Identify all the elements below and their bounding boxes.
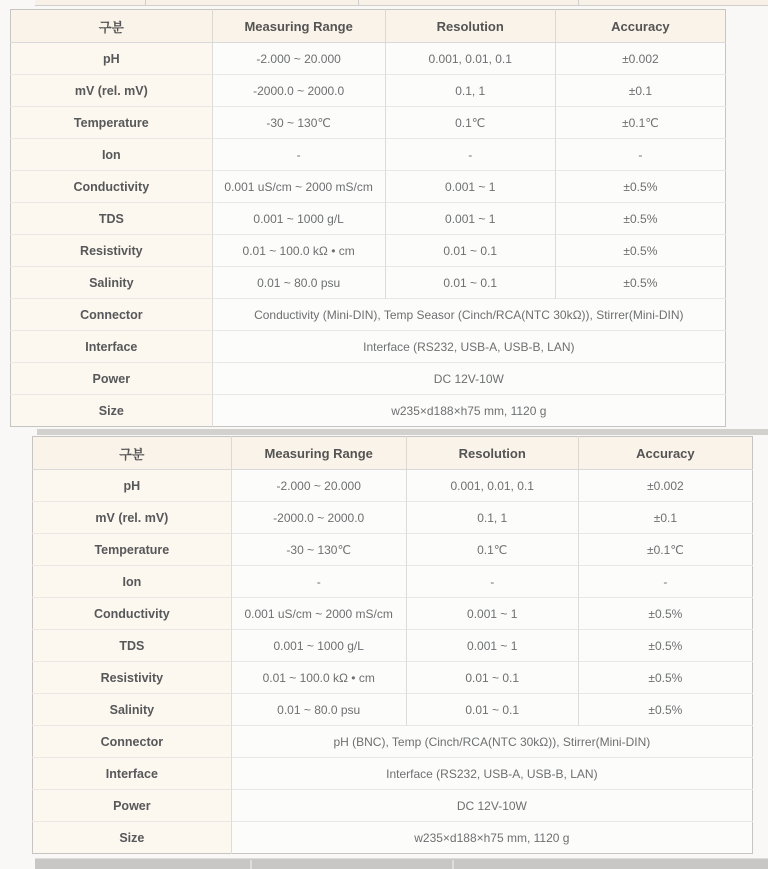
accuracy-cell: ±0.5% (555, 171, 725, 203)
spec-row (33, 534, 753, 566)
merged-value-cell: Interface (RS232, USB-A, USB-B, LAN) (212, 331, 725, 363)
measuring-range-cell: 0.01 ~ 100.0 kΩ • cm (212, 235, 385, 267)
resolution-cell: 0.001, 0.01, 0.1 (406, 470, 578, 502)
spec-row (33, 694, 753, 726)
measuring-range-cell: -2000.0 ~ 2000.0 (212, 75, 385, 107)
accuracy-cell: ±0.5% (578, 598, 752, 630)
spec-table-conductivity-meter (10, 9, 726, 427)
spec-row (11, 139, 726, 171)
spec-row (11, 235, 726, 267)
table-divider (145, 0, 146, 5)
row-label-cell: pH (11, 43, 213, 75)
table-divider (358, 0, 359, 5)
row-label-cell: Temperature (33, 534, 232, 566)
column-header: Measuring Range (231, 437, 406, 470)
measuring-range-cell: 0.001 ~ 1000 g/L (212, 203, 385, 235)
measuring-range-cell: -30 ~ 130℃ (231, 534, 406, 566)
row-label-cell: Ion (11, 139, 213, 171)
spec-row (11, 43, 726, 75)
spec-row (11, 75, 726, 107)
spec-row-merged (11, 363, 726, 395)
accuracy-cell: ±0.002 (578, 470, 752, 502)
spec-row (33, 662, 753, 694)
accuracy-cell: ±0.5% (578, 630, 752, 662)
row-label-cell: Resistivity (33, 662, 232, 694)
row-label-cell: Interface (11, 331, 213, 363)
spec-row (11, 107, 726, 139)
measuring-range-cell: -30 ~ 130℃ (212, 107, 385, 139)
resolution-cell: 0.01 ~ 0.1 (406, 694, 578, 726)
measuring-range-cell: - (212, 139, 385, 171)
row-label-cell: Size (33, 822, 232, 854)
accuracy-cell: ±0.1 (578, 502, 752, 534)
resolution-cell: 0.1℃ (385, 107, 555, 139)
column-header: 구분 (11, 10, 213, 43)
spec-row (33, 566, 753, 598)
spec-row (33, 502, 753, 534)
measuring-range-cell: - (231, 566, 406, 598)
specification-table (32, 436, 753, 854)
row-label-cell: Connector (33, 726, 232, 758)
row-label-cell: TDS (33, 630, 232, 662)
column-header: Resolution (385, 10, 555, 43)
merged-value-cell: pH (BNC), Temp (Cinch/RCA(NTC 30kΩ)), Stirrer(Mini-DIN) (231, 726, 752, 758)
merged-value-cell: DC 12V-10W (231, 790, 752, 822)
row-label-cell: mV (rel. mV) (11, 75, 213, 107)
accuracy-cell: ±0.5% (555, 203, 725, 235)
measuring-range-cell: -2.000 ~ 20.000 (231, 470, 406, 502)
measuring-range-cell: 0.01 ~ 100.0 kΩ • cm (231, 662, 406, 694)
spec-row-merged (11, 395, 726, 427)
row-label-cell: Interface (33, 758, 232, 790)
resolution-cell: 0.001, 0.01, 0.1 (385, 43, 555, 75)
header-row (33, 437, 753, 470)
accuracy-cell: ±0.1℃ (555, 107, 725, 139)
measuring-range-cell: 0.01 ~ 80.0 psu (212, 267, 385, 299)
row-label-cell: Temperature (11, 107, 213, 139)
column-header: Accuracy (578, 437, 752, 470)
spec-row (33, 630, 753, 662)
column-header: 구분 (33, 437, 232, 470)
row-label-cell: TDS (11, 203, 213, 235)
merged-value-cell: Interface (RS232, USB-A, USB-B, LAN) (231, 758, 752, 790)
measuring-range-cell: 0.001 uS/cm ~ 2000 mS/cm (212, 171, 385, 203)
spec-table-ph-meter (32, 436, 753, 854)
resolution-cell: 0.1, 1 (406, 502, 578, 534)
merged-value-cell: Conductivity (Mini-DIN), Temp Seasor (Cinch/RCA(NTC 30kΩ)), Stirrer(Mini-DIN) (212, 299, 725, 331)
resolution-cell: 0.001 ~ 1 (385, 171, 555, 203)
resolution-cell: 0.001 ~ 1 (406, 598, 578, 630)
accuracy-cell: - (555, 139, 725, 171)
row-label-cell: Power (11, 363, 213, 395)
accuracy-cell: ±0.1℃ (578, 534, 752, 566)
resolution-cell: 0.01 ~ 0.1 (406, 662, 578, 694)
resolution-cell: - (385, 139, 555, 171)
row-label-cell: Salinity (11, 267, 213, 299)
row-label-cell: mV (rel. mV) (33, 502, 232, 534)
merged-value-cell: DC 12V-10W (212, 363, 725, 395)
row-label-cell: Conductivity (33, 598, 232, 630)
column-header: Accuracy (555, 10, 725, 43)
resolution-cell: 0.01 ~ 0.1 (385, 235, 555, 267)
row-label-cell: Power (33, 790, 232, 822)
row-label-cell: Resistivity (11, 235, 213, 267)
merged-value-cell: w235×d188×h75 mm, 1120 g (231, 822, 752, 854)
spec-row (11, 267, 726, 299)
row-label-cell: pH (33, 470, 232, 502)
row-label-cell: Conductivity (11, 171, 213, 203)
resolution-cell: 0.1, 1 (385, 75, 555, 107)
row-label-cell: Connector (11, 299, 213, 331)
measuring-range-cell: -2.000 ~ 20.000 (212, 43, 385, 75)
spec-row (11, 171, 726, 203)
spec-row (33, 470, 753, 502)
accuracy-cell: ±0.002 (555, 43, 725, 75)
specification-table (10, 9, 726, 427)
row-label-cell: Ion (33, 566, 232, 598)
header-row (11, 10, 726, 43)
accuracy-cell: ±0.1 (555, 75, 725, 107)
resolution-cell: 0.001 ~ 1 (406, 630, 578, 662)
measuring-range-cell: -2000.0 ~ 2000.0 (231, 502, 406, 534)
table-gap-shadow (37, 429, 768, 435)
merged-value-cell: w235×d188×h75 mm, 1120 g (212, 395, 725, 427)
measuring-range-cell: 0.001 uS/cm ~ 2000 mS/cm (231, 598, 406, 630)
measuring-range-cell: 0.001 ~ 1000 g/L (231, 630, 406, 662)
resolution-cell: - (406, 566, 578, 598)
spec-row-merged (33, 726, 753, 758)
column-header: Resolution (406, 437, 578, 470)
accuracy-cell: ±0.5% (578, 694, 752, 726)
spec-row (11, 203, 726, 235)
column-header: Measuring Range (212, 10, 385, 43)
resolution-cell: 0.001 ~ 1 (385, 203, 555, 235)
row-label-cell: Size (11, 395, 213, 427)
spec-row-merged (11, 299, 726, 331)
accuracy-cell: ±0.5% (555, 267, 725, 299)
spec-row-merged (11, 331, 726, 363)
accuracy-cell: - (578, 566, 752, 598)
cropped-table-edge-bottom (35, 858, 768, 869)
table-divider (578, 0, 579, 5)
spec-row-merged (33, 790, 753, 822)
spec-row-merged (33, 822, 753, 854)
measuring-range-cell: 0.01 ~ 80.0 psu (231, 694, 406, 726)
resolution-cell: 0.01 ~ 0.1 (385, 267, 555, 299)
accuracy-cell: ±0.5% (555, 235, 725, 267)
cropped-table-edge-top (35, 0, 768, 6)
spec-row-merged (33, 758, 753, 790)
resolution-cell: 0.1℃ (406, 534, 578, 566)
accuracy-cell: ±0.5% (578, 662, 752, 694)
row-label-cell: Salinity (33, 694, 232, 726)
spec-row (33, 598, 753, 630)
